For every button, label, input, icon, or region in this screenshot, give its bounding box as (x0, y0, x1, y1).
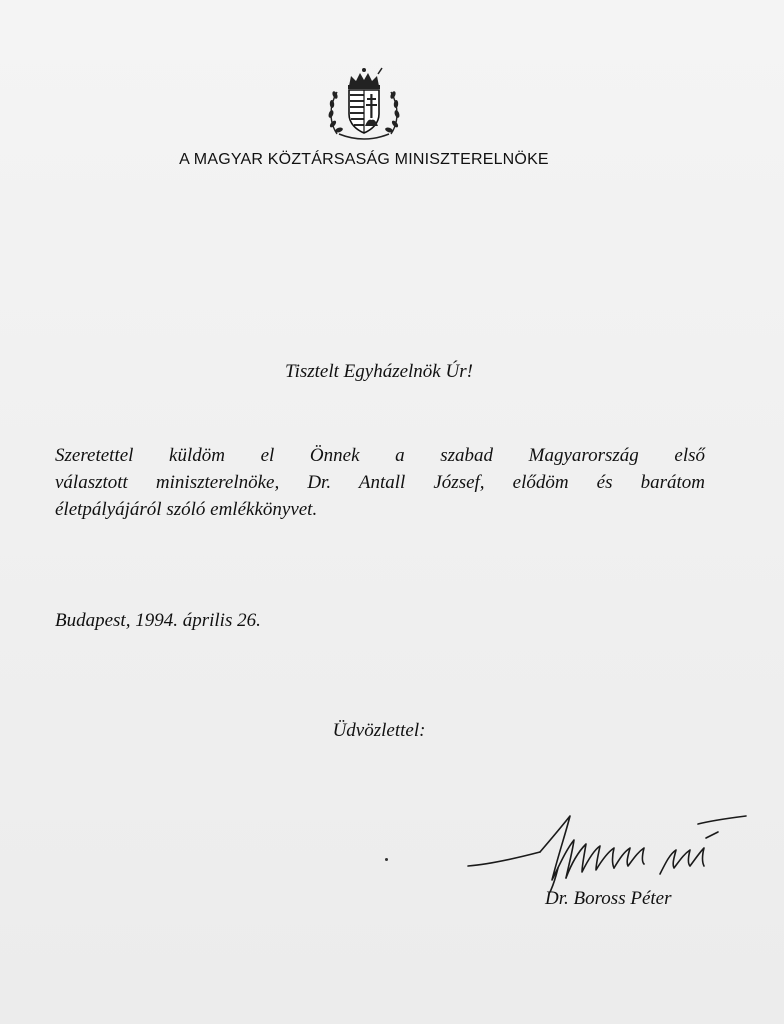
signature-icon (462, 808, 752, 898)
letterhead-title: A MAGYAR KÖZTÁRSASÁG MINISZTERELNÖKE (179, 151, 549, 168)
signer-name: Dr. Boross Péter (545, 888, 672, 909)
paper-speck (385, 858, 388, 861)
closing: Üdvözlettel: (332, 720, 426, 741)
letter-body (55, 442, 705, 523)
letter-body-line: Szeretettel küldöm el Önnek a szabad Magyarország első (55, 445, 705, 466)
letter-body-line: életpályájáról szóló emlékkönyvet. (55, 499, 318, 520)
salutation: Tisztelt Egyházelnök Úr! (285, 361, 473, 382)
letter-date: Budapest, 1994. április 26. (55, 610, 261, 631)
letter-body-line: választott miniszterelnöke, Dr. Antall József, elődöm és barátom (55, 472, 705, 493)
coat-of-arms-icon (325, 64, 403, 144)
